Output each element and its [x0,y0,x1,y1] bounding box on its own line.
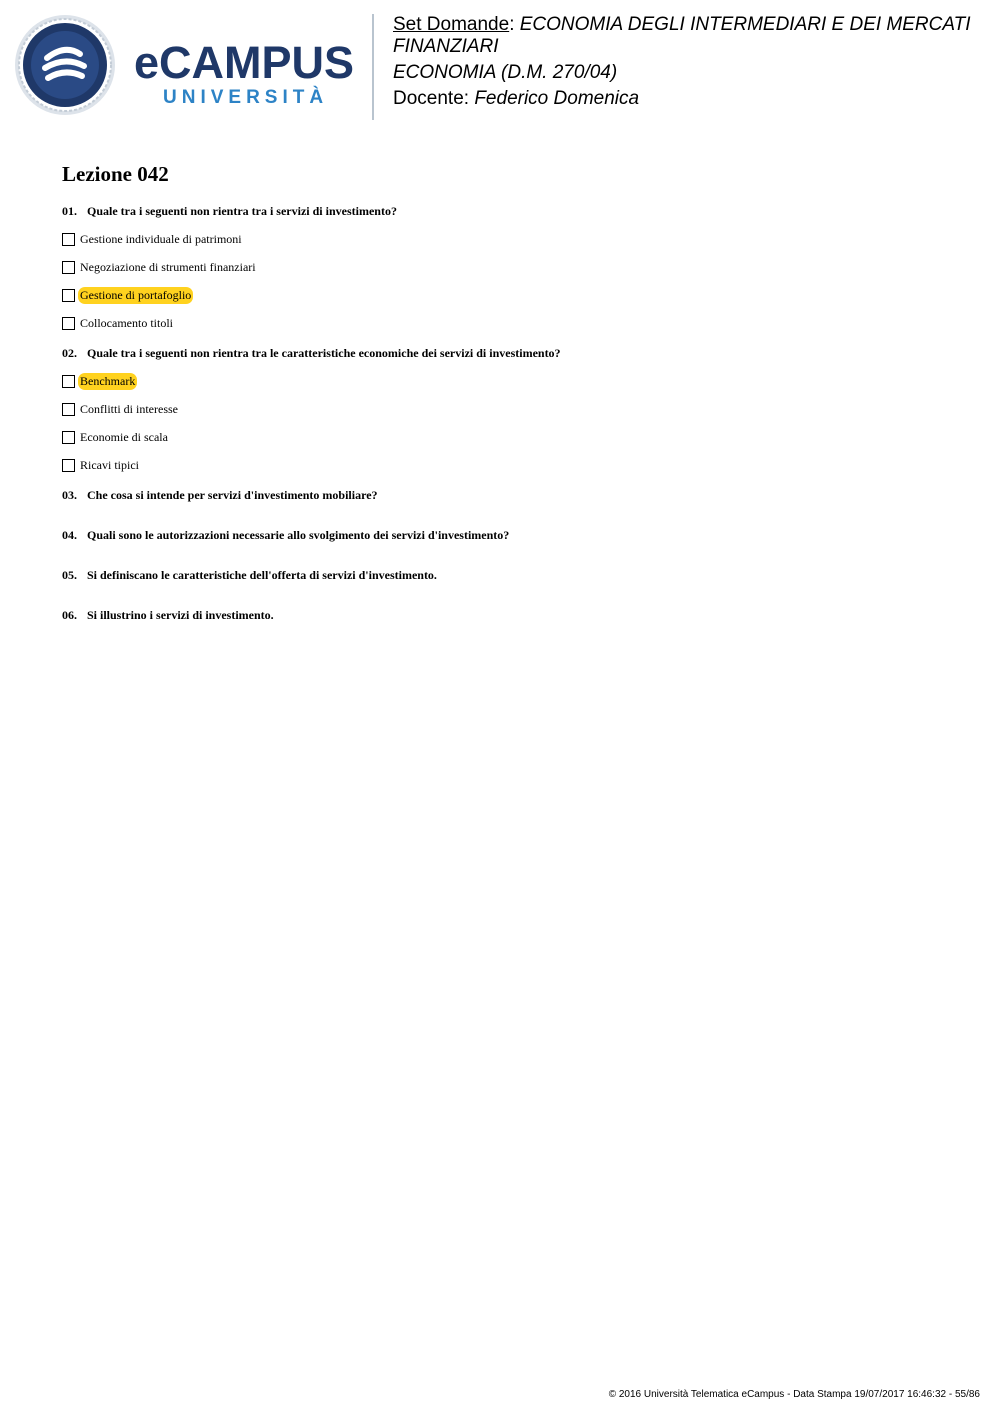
option-text-highlighted: Benchmark [80,373,136,388]
checkbox-icon[interactable] [62,431,75,444]
question-text: Che cosa si intende per servizi d'investimento mobiliare? [87,488,378,502]
checkbox-icon[interactable] [62,375,75,388]
logo-wordmark [134,37,355,88]
set-domande-label: Set Domande [393,14,510,35]
checkbox-icon[interactable] [62,317,75,330]
answer-option-correct[interactable] [62,286,962,304]
answer-option[interactable] [62,400,962,418]
page-footer: © 2016 Università Telematica eCampus - Data Stampa 19/07/2017 16:46:32 - 55/86 [608,1389,980,1400]
question-number: 02. [62,346,77,360]
open-question [62,486,962,504]
option-text: Economie di scala [80,429,168,444]
ecampus-seal-logo-icon [14,14,116,116]
answer-option[interactable] [62,428,962,446]
checkbox-icon[interactable] [62,459,75,472]
answer-option[interactable] [62,230,962,248]
option-text: Negoziazione di strumenti finanziari [80,259,256,274]
docente-line [393,88,983,110]
question-text: Quale tra i seguenti non rientra tra i servizi di investimento? [87,204,397,218]
option-text-highlighted: Gestione di portafoglio [80,287,192,302]
logo-word-text: eCAMPUS [134,37,355,88]
checkbox-icon[interactable] [62,261,75,274]
answer-option[interactable] [62,258,962,276]
docente-name: Federico Domenica [474,88,640,109]
question-title [62,202,962,220]
checkbox-icon[interactable] [62,233,75,246]
question-number: 04. [62,528,77,542]
question-block [62,202,962,332]
course-line [393,14,983,58]
question-number: 06. [62,608,77,622]
lesson-title: Lezione 042 [62,162,169,186]
question-text: Quali sono le autorizzazioni necessarie allo svolgimento dei servizi d'investimento? [87,528,510,542]
option-text: Gestione individuale di patrimoni [80,231,242,246]
docente-label: Docente: [393,88,470,109]
question-number: 01. [62,204,77,218]
checkbox-icon[interactable] [62,403,75,416]
question-number: 05. [62,568,77,582]
question-text: Si illustrino i servizi di investimento. [87,608,274,622]
checkbox-icon[interactable] [62,289,75,302]
question-title [62,344,962,362]
set-domande-separator: : [509,14,515,35]
open-question [62,526,962,544]
open-question [62,566,962,584]
degree-program: ECONOMIA (D.M. 270/04) [393,62,618,83]
question-text: Si definiscano le caratteristiche dell'offerta di servizi d'investimento. [87,568,437,582]
question-text: Quale tra i seguenti non rientra tra le caratteristiche economiche dei servizi di investimento? [87,346,561,360]
logo-subtitle: UNIVERSITÀ [163,87,329,108]
header-info [393,14,983,110]
question-block [62,344,962,474]
header-divider [372,14,374,120]
course-title: ECONOMIA DEGLI INTERMEDIARI E DEI MERCATI FINANZIARI [393,14,971,57]
answer-option-correct[interactable] [62,372,962,390]
option-text: Collocamento titoli [80,315,173,330]
answer-option[interactable] [62,456,962,474]
question-number: 03. [62,488,77,502]
option-text: Conflitti di interesse [80,401,178,416]
answer-option[interactable] [62,314,962,332]
question-list [62,202,962,646]
open-question [62,606,962,624]
option-text: Ricavi tipici [80,457,139,472]
